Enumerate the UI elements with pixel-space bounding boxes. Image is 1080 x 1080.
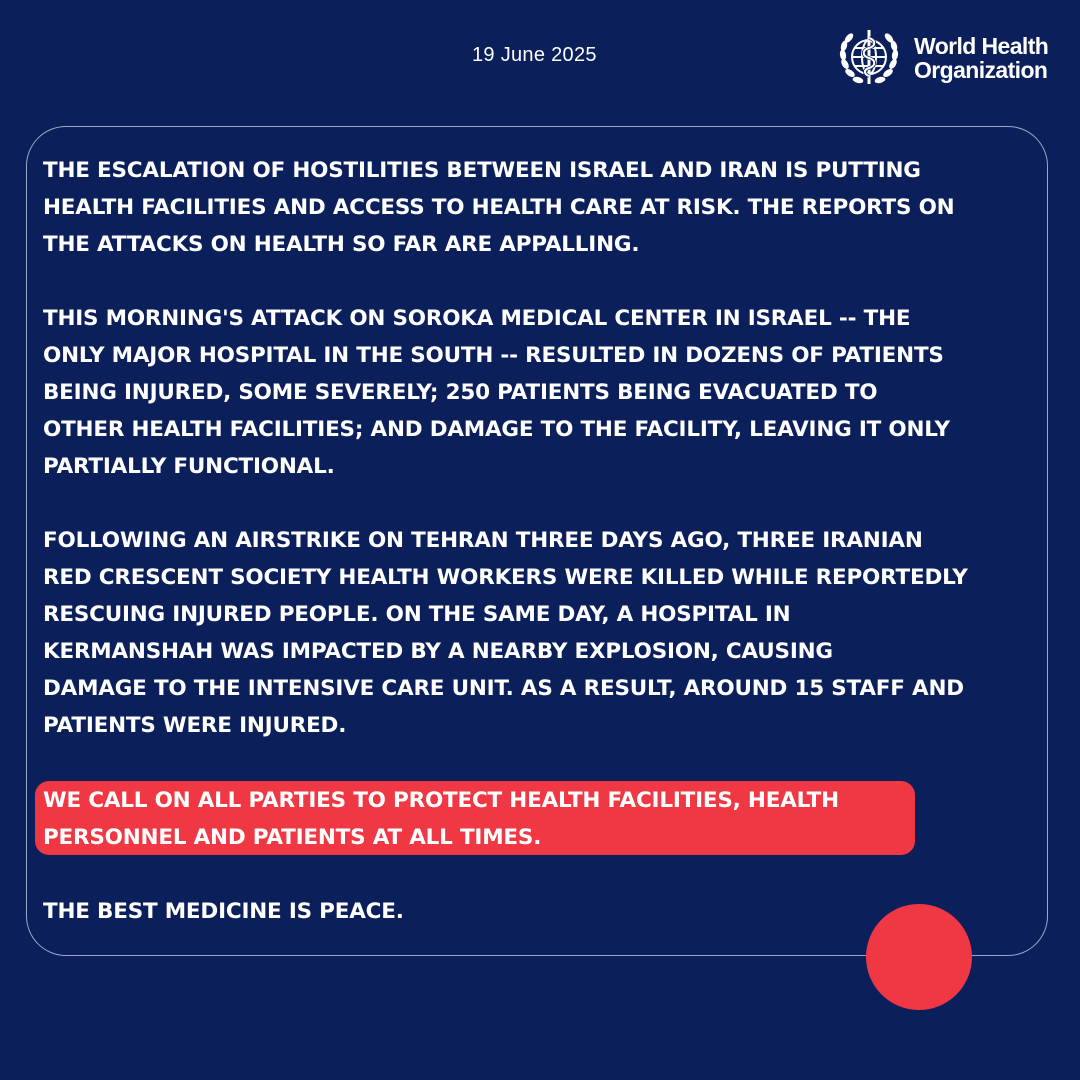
text-line: PERSONNEL AND PATIENTS AT ALL TIMES. — [43, 825, 542, 850]
paragraph-tehran — [43, 522, 1043, 744]
date-label: 19 June 2025 — [472, 44, 597, 66]
text-line: THIS MORNING'S ATTACK ON SOROKA MEDICAL CENTER IN ISRAEL -- THE — [43, 306, 911, 331]
text-line: WE CALL ON ALL PARTIES TO PROTECT HEALTH FACILITIES, HEALTH — [43, 788, 839, 813]
paragraph-call-to-action — [43, 782, 1043, 856]
text-line: DAMAGE TO THE INTENSIVE CARE UNIT. AS A RESULT, AROUND 15 STAFF AND — [43, 676, 964, 701]
text-line: KERMANSHAH WAS IMPACTED BY A NEARBY EXPLOSION, CAUSING — [43, 639, 833, 664]
text-line: OTHER HEALTH FACILITIES; AND DAMAGE TO THE FACILITY, LEAVING IT ONLY — [43, 417, 950, 442]
text-line: THE ATTACKS ON HEALTH SO FAR ARE APPALLING. — [43, 232, 640, 257]
paragraph-closing: THE BEST MEDICINE IS PEACE. — [43, 899, 404, 924]
text-line: RESCUING INJURED PEOPLE. ON THE SAME DAY, A HOSPITAL IN — [43, 602, 791, 627]
who-logo-text — [914, 34, 1048, 82]
text-line: THE ESCALATION OF HOSTILITIES BETWEEN ISRAEL AND IRAN IS PUTTING — [43, 158, 921, 183]
paragraph-escalation — [43, 152, 1043, 263]
text-line: PARTIALLY FUNCTIONAL. — [43, 454, 335, 479]
text-line: PATIENTS WERE INJURED. — [43, 713, 347, 738]
who-logo — [836, 24, 1056, 90]
text-line: ONLY MAJOR HOSPITAL IN THE SOUTH -- RESULTED IN DOZENS OF PATIENTS — [43, 343, 944, 368]
text-line: FOLLOWING AN AIRSTRIKE ON TEHRAN THREE DAYS AGO, THREE IRANIAN — [43, 528, 923, 553]
text-line: HEALTH FACILITIES AND ACCESS TO HEALTH CARE AT RISK. THE REPORTS ON — [43, 195, 955, 220]
logo-line-1: World Health — [914, 33, 1049, 59]
logo-line-2: Organization — [914, 57, 1048, 83]
who-emblem-icon — [836, 24, 902, 90]
text-line: RED CRESCENT SOCIETY HEALTH WORKERS WERE KILLED WHILE REPORTEDLY — [43, 565, 968, 590]
red-circle-decoration — [866, 904, 972, 1010]
text-line: BEING INJURED, SOME SEVERELY; 250 PATIENTS BEING EVACUATED TO — [43, 380, 878, 405]
paragraph-soroka — [43, 300, 1043, 485]
